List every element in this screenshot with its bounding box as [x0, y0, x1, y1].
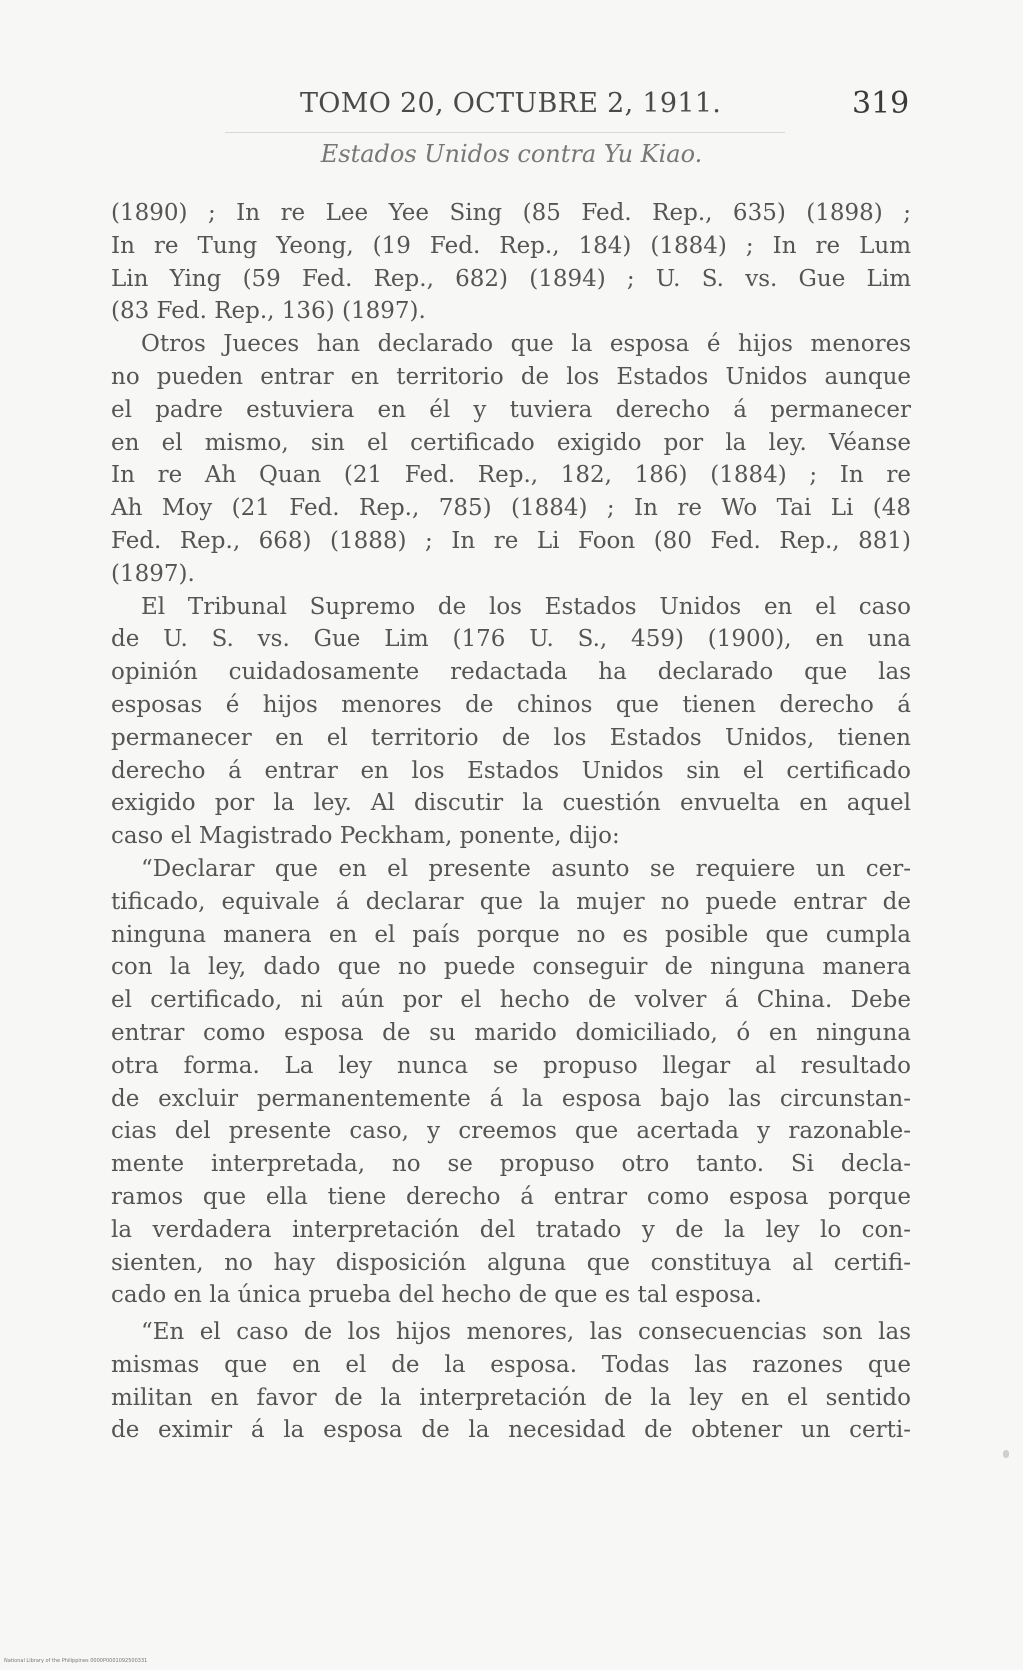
- text-line: de eximir á la esposa de la necesidad de obtener un certi-: [111, 1417, 911, 1444]
- text-line: El Tribunal Supremo de los Estados Unidos en el caso: [141, 593, 911, 620]
- text-line: Otros Jueces han declarado que la esposa é hijos menores: [141, 331, 911, 358]
- text-line: mismas que en el de la esposa. Todas las razones que: [111, 1351, 911, 1378]
- text-line: In re Tung Yeong, (19 Fed. Rep., 184) (1884) ; In re Lum: [111, 232, 911, 259]
- text-line: el padre estuviera en él y tuviera derecho á permanecer: [111, 396, 911, 423]
- text-line: no pueden entrar en territorio de los Estados Unidos aunque: [111, 363, 911, 390]
- text-line: opinión cuidadosamente redactada ha declarado que las: [111, 659, 911, 686]
- text-line: In re Ah Quan (21 Fed. Rep., 182, 186) (1884) ; In re: [111, 462, 911, 489]
- text-line: permanecer en el territorio de los Estados Unidos, tienen: [111, 724, 911, 751]
- text-line: la verdadera interpretación del tratado y de la ley lo con-: [111, 1216, 911, 1243]
- page-number: 319: [852, 86, 910, 121]
- text-line: entrar como esposa de su marido domiciliado, ó en ninguna: [111, 1019, 911, 1046]
- text-line: ramos que ella tiene derecho á entrar como esposa porque: [111, 1183, 911, 1210]
- text-line: ninguna manera en el país porque no es posible que cumpla: [111, 921, 911, 948]
- running-title: Estados Unidos contra Yu Kiao.: [320, 140, 703, 168]
- header-divider: [225, 132, 785, 133]
- text-line: (1897).: [111, 560, 195, 587]
- text-line: esposas é hijos menores de chinos que tienen derecho á: [111, 691, 911, 718]
- text-line: “En el caso de los hijos menores, las consecuencias son las: [141, 1319, 911, 1346]
- text-line: cado en la única prueba del hecho de que es tal esposa.: [111, 1282, 762, 1309]
- text-line: derecho á entrar en los Estados Unidos sin el certificado: [111, 757, 911, 784]
- text-line: el certificado, ni aún por el hecho de volver á China. Debe: [111, 987, 911, 1014]
- text-line: militan en favor de la interpretación de la ley en el sentido: [111, 1384, 911, 1411]
- text-line: tificado, equivale á declarar que la mujer no puede entrar de: [111, 888, 911, 915]
- text-line: con la ley, dado que no puede conseguir de ninguna manera: [111, 954, 911, 981]
- text-line: exigido por la ley. Al discutir la cuestión envuelta en aquel: [111, 790, 911, 817]
- text-line: Fed. Rep., 668) (1888) ; In re Li Foon (80 Fed. Rep., 881): [111, 527, 911, 554]
- text-line: de excluir permanentemente á la esposa bajo las circunstan-: [111, 1085, 911, 1112]
- scan-smudge: [1003, 1450, 1009, 1458]
- header-title: TOMO 20, OCTUBRE 2, 1911.: [300, 88, 722, 119]
- text-line: “Declarar que en el presente asunto se requiere un cer-: [141, 855, 911, 882]
- text-line: de U. S. vs. Gue Lim (176 U. S., 459) (1900), en una: [111, 626, 911, 653]
- text-line: (1890) ; In re Lee Yee Sing (85 Fed. Rep., 635) (1898) ;: [111, 200, 911, 226]
- footer-credit: National Library of the Philippines 0000P0001092500331: [4, 1658, 148, 1664]
- text-line: caso el Magistrado Peckham, ponente, dijo:: [111, 823, 620, 850]
- body-text: [111, 197, 911, 1447]
- text-line: mente interpretada, no se propuso otro tanto. Si decla-: [111, 1151, 911, 1178]
- text-line: (83 Fed. Rep., 136) (1897).: [111, 298, 426, 325]
- text-line: Ah Moy (21 Fed. Rep., 785) (1884) ; In re Wo Tai Li (48: [111, 495, 911, 522]
- text-line: Lin Ying (59 Fed. Rep., 682) (1894) ; U. S. vs. Gue Lim: [111, 265, 911, 292]
- text-line: sienten, no hay disposición alguna que constituya al certifi-: [111, 1249, 911, 1276]
- text-line: cias del presente caso, y creemos que acertada y razonable-: [111, 1118, 911, 1145]
- text-line: otra forma. La ley nunca se propuso llegar al resultado: [111, 1052, 911, 1079]
- text-line: en el mismo, sin el certificado exigido por la ley. Véanse: [111, 429, 911, 456]
